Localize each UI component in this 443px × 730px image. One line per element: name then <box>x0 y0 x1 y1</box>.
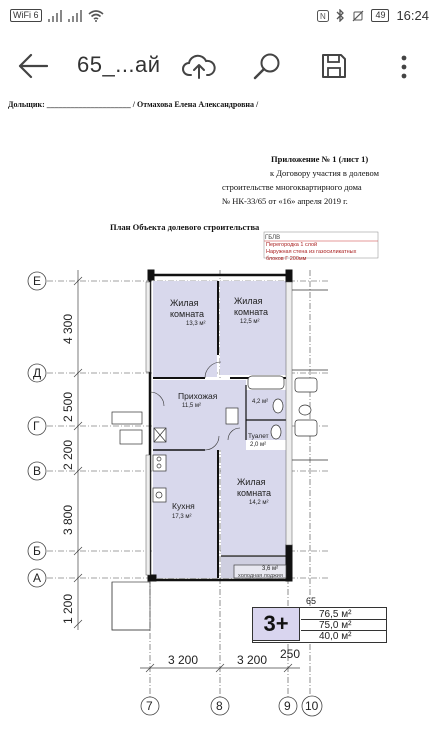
room-name: комната <box>234 307 269 317</box>
axis-bubbles-bottom <box>141 696 322 716</box>
room-area: 11,5 м² <box>182 403 202 409</box>
battery-indicator: 49 <box>371 9 389 22</box>
legend-item: Наружная стена из газосиликатных <box>266 249 357 255</box>
room-name: Прихожая <box>178 391 218 401</box>
room-name: комната <box>237 488 272 498</box>
apartment-number: 65 <box>306 596 317 606</box>
document-title: 65_...ай <box>77 52 161 77</box>
dim-label: 3 200 <box>237 653 268 667</box>
axis-label: 9 <box>284 699 291 713</box>
appendix-line-2: строительстве многоквартирного дома <box>222 182 362 192</box>
dim-label: 3 800 <box>61 504 75 535</box>
appendix-line-1: к Договору участия в долевом <box>270 168 379 178</box>
dimension-left-labels <box>61 314 75 624</box>
legend <box>264 232 378 262</box>
status-time: 16:24 <box>396 8 429 23</box>
axis-label: 7 <box>146 699 153 713</box>
axis-label: Е <box>33 274 42 288</box>
axis-label: Б <box>33 544 41 558</box>
area-value: 75,0 м² <box>319 620 352 631</box>
room-area: 3,6 м² <box>262 566 279 572</box>
room-area: 14,2 м² <box>249 500 269 506</box>
svg-text:N: N <box>320 11 327 21</box>
loggia-label: холодная лоджия <box>238 573 283 579</box>
plan-title: План Объекта долевого строительства <box>110 222 260 232</box>
room-name: Жилая <box>170 298 199 308</box>
room-name: комната <box>170 309 205 319</box>
axis-label: 10 <box>305 699 319 713</box>
room-name: Жилая <box>234 296 263 306</box>
area-value: 76,5 м² <box>319 609 352 620</box>
room-area: 17,3 м² <box>172 514 192 520</box>
room-area: 2,0 м² <box>250 442 267 448</box>
developer-line: Дольщик: _____________________ / Отмахова Елена Александровна / <box>8 100 259 109</box>
dim-label: 4 300 <box>61 313 75 344</box>
dim-label: 2 200 <box>61 439 75 470</box>
axis-bubbles-left <box>28 272 46 587</box>
room-area: 4,2 м² <box>252 399 269 405</box>
dimension-bottom-labels <box>168 647 300 667</box>
area-value: 40,0 м² <box>319 631 352 642</box>
axis-label: А <box>33 571 42 585</box>
room-name: Жилая <box>237 477 266 487</box>
room-name: Кухня <box>172 501 195 511</box>
dim-label: 2 500 <box>61 391 75 422</box>
room-fills <box>153 281 286 578</box>
room-area: 12,5 м² <box>240 319 260 325</box>
network-chip: WiFi 6 <box>10 9 42 22</box>
axis-label: Д <box>33 366 42 380</box>
axis-label: Г <box>33 419 40 433</box>
dim-label: 1 200 <box>61 593 75 624</box>
dim-label: 250 <box>280 647 301 661</box>
room-area: 13,3 м² <box>186 321 206 327</box>
dim-label: 3 200 <box>168 653 199 667</box>
legend-header: ГБЛВ <box>265 235 281 241</box>
room-name: Туалет <box>248 433 269 440</box>
legend-item: блоков Г 200мм <box>266 256 307 262</box>
appendix-title: Приложение № 1 (лист 1) <box>271 154 369 164</box>
apartment-type-badge: 3+ <box>252 607 300 641</box>
axis-label: 8 <box>216 699 223 713</box>
legend-item: Перегородка 1 слой <box>266 242 318 248</box>
appendix-line-3: № НК-33/65 от «16» апреля 2019 г. <box>222 196 348 206</box>
dimension-left <box>74 270 82 630</box>
axis-label: В <box>33 464 42 478</box>
